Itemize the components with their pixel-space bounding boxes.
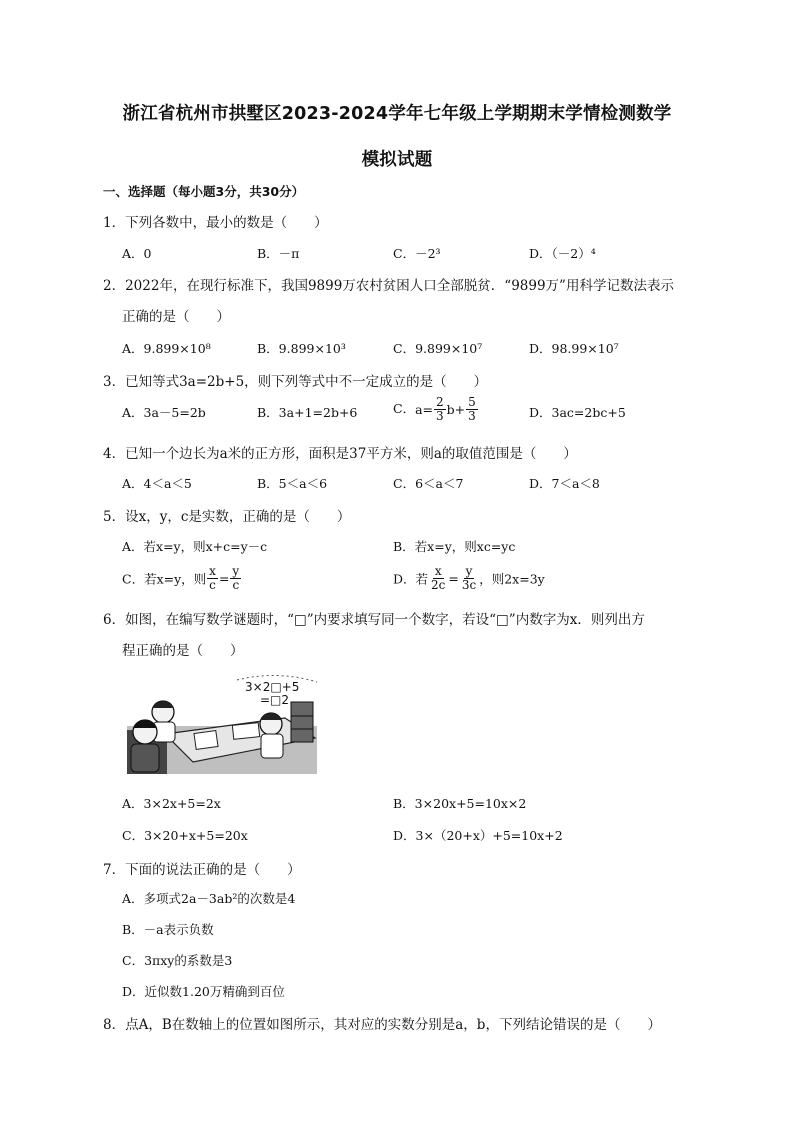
classroom-illustration (125, 672, 320, 776)
q7-option-d: D．近似数1.20万精确到百位 (122, 984, 285, 999)
thought-bubble-equation-line2: =□2 (260, 693, 290, 707)
q4-option-b: B．5＜a＜6 (257, 476, 328, 491)
q5-option-d: D．若 $\frac{x}{2c}$ = $\frac{y}{3c}$ ，则2x=3y (393, 564, 545, 592)
thought-bubble-equation-line1: 3×2□+5 (245, 680, 300, 694)
q3-option-b: B．3a+1=2b+6 (257, 405, 358, 420)
q7-option-a: A．多项式2a－3ab²的次数是4 (122, 891, 296, 906)
q6-figure (125, 672, 320, 776)
question-6-stem-line1: 6．如图，在编写数学谜题时，“□”内要求填写同一个数字，若设“□”内数字为x．则列出方 (103, 612, 645, 628)
q3-option-c: C．a= $\frac{2}{3}$ b+ $\frac{5}{3}$ (393, 395, 476, 423)
q6-option-c: C．3×20+x+5=20x (122, 828, 248, 843)
q4-option-d: D．7＜a＜8 (529, 476, 600, 491)
q6-option-a: A．3×2x+5=2x (122, 796, 221, 811)
q2-option-a: A．9.899×10⁸ (122, 341, 211, 356)
question-6-stem-line2: 程正确的是（ ） (122, 643, 244, 659)
q3-option-a: A．3a－5=2b (122, 405, 206, 420)
q3-option-d: D．3ac=2bc+5 (529, 405, 626, 420)
q2-option-c: C．9.899×10⁷ (393, 341, 483, 356)
q1-option-a: A．0 (122, 246, 152, 261)
q4-option-a: A．4＜a＜5 (122, 476, 192, 491)
q5-option-b: B．若x=y，则xc=yc (393, 539, 516, 554)
page-title: 浙江省杭州市拱墅区2023-2024学年七年级上学期期末学情检测数学 (122, 104, 672, 124)
q1-option-c: C．－2³ (393, 246, 441, 261)
q5-option-c: C．若x=y，则 $\frac{x}{c}$ = $\frac{y}{c}$ (122, 564, 240, 592)
page-subtitle: 模拟试题 (361, 150, 433, 170)
question-3-stem: 3．已知等式3a=2b+5，则下列等式中不一定成立的是（ ） (103, 374, 488, 390)
q1-option-b: B．－π (257, 246, 300, 261)
question-2-stem-line2: 正确的是（ ） (122, 309, 230, 325)
q2-option-d: D．98.99×10⁷ (529, 341, 619, 356)
q2-option-b: B．9.899×10³ (257, 341, 346, 356)
question-5-stem: 5．设x，y，c是实数，正确的是（ ） (103, 509, 351, 525)
question-8-stem: 8．点A，B在数轴上的位置如图所示，其对应的实数分别是a，b，下列结论错误的是（ ） (103, 1017, 661, 1033)
question-7-stem: 7．下面的说法正确的是（ ） (103, 862, 301, 878)
q4-option-c: C．6＜a＜7 (393, 476, 464, 491)
q7-option-c: C．3πxy的系数是3 (122, 953, 233, 968)
question-2-stem-line1: 2．2022年，在现行标准下，我国9899万农村贫困人口全部脱贫．“9899万”用科学记数法表示 (103, 278, 674, 294)
q6-option-d: D．3×（20+x）+5=10x+2 (393, 828, 563, 843)
q6-option-b: B．3×20x+5=10x×2 (393, 796, 527, 811)
section-heading: 一、选择题（每小题3分，共30分） (103, 184, 305, 199)
q1-option-d: D．（－2）⁴ (529, 246, 596, 261)
question-4-stem: 4．已知一个边长为a米的正方形，面积是37平方米，则a的取值范围是（ ） (103, 446, 577, 462)
question-1-stem: 1．下列各数中，最小的数是（ ） (103, 215, 328, 231)
q5-option-a: A．若x=y，则x+c=y－c (122, 539, 268, 554)
q7-option-b: B．－a表示负数 (122, 922, 214, 937)
